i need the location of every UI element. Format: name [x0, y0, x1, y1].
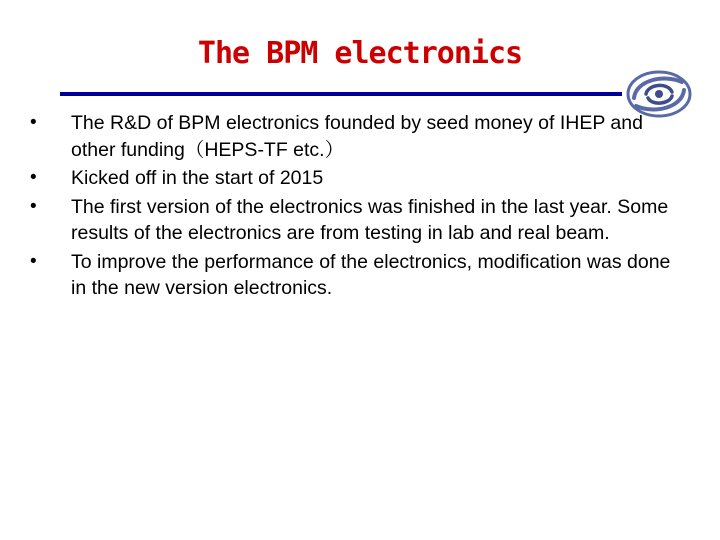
- bullet-item: [30, 194, 680, 247]
- bullet-item: [30, 249, 680, 302]
- bullet-text: The first version of the electronics was finished in the last year. Some results of the electronics are from testing in lab and real beam.: [71, 195, 669, 244]
- bullet-marker: •: [30, 250, 37, 272]
- bullet-marker: •: [30, 195, 37, 217]
- bullet-list: [30, 110, 680, 304]
- slide-title: The BPM electronics: [197, 36, 523, 71]
- bullet-text: To improve the performance of the electronics, modification was done in the new version electronics.: [71, 250, 671, 299]
- bullet-item: [30, 165, 680, 192]
- bullet-marker: •: [30, 112, 37, 133]
- bullet-item: [30, 110, 680, 163]
- bullet-text: Kicked off in the start of 2015: [71, 167, 324, 189]
- title-divider: [60, 92, 622, 96]
- bullet-text: The R&D of BPM electronics founded by seed money of IHEP and other funding（HEPS-TF etc.）: [71, 112, 643, 161]
- bullet-marker: •: [30, 167, 37, 188]
